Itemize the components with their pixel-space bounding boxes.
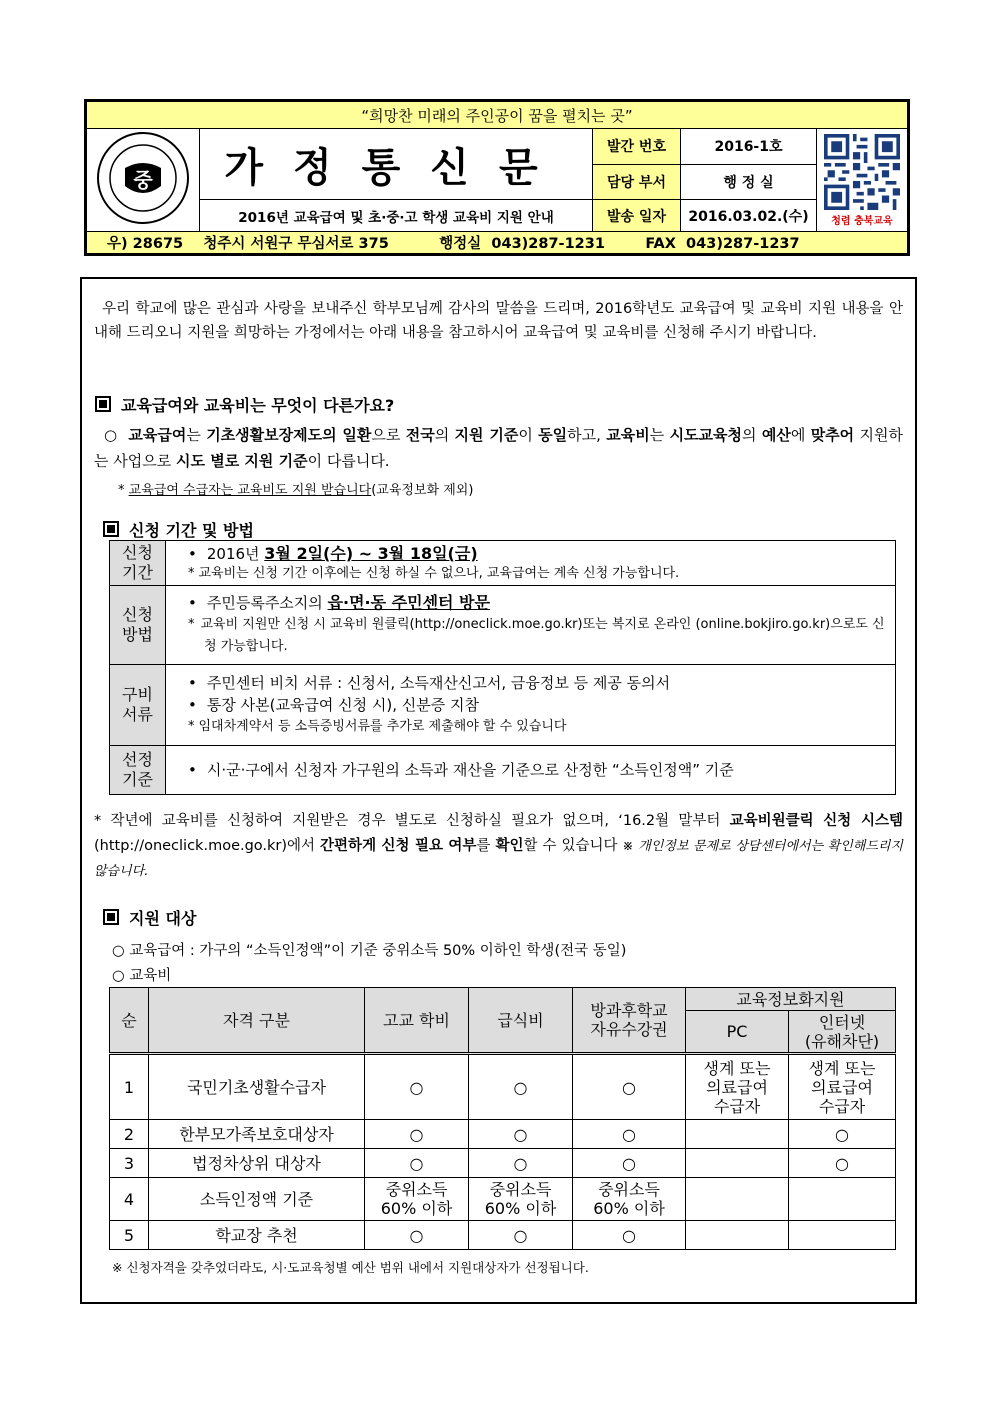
section3-heading: 지원 대상 [129,909,197,928]
support-item: ○ 교육비 [112,968,172,984]
col-header: 방과후학교 자유수강권 [573,988,686,1054]
meta-value: 행 정 실 [681,164,817,200]
section-heading [103,906,196,929]
support-item: ○ 교육급여 : 가구의 “소득인정액”이 기준 중위소득 50% 이하인 학생(전국 동일) [112,943,627,959]
row-key: 신청 기간 [110,541,166,586]
section2-heading: 신청 기간 및 방법 [129,521,254,540]
row-content: • 2016년 3월 2일(수) ~ 3월 18일(금) * 교육비는 신청 기간 이후에는 신청 하실 수 없으나, 교육급여는 계속 신청 가능합니다. [166,541,896,586]
page-title: 가정통신문 [200,129,593,200]
table-row: 5 학교장 추천 ○ ○ ○ [110,1221,896,1250]
row-content: • 주민센터 비치 서류 : 신청서, 소득재산신고서, 금융정보 등 제공 동의서 • 통장 사본(교육급여 신청 시), 신분증 지참 * 임대차계약서 등 소득증빙서류를 추가로 제출해야 할 수 있습니다 [166,665,896,746]
qr-block [817,129,908,232]
page-subtitle: 2016년 교육급여 및 초·중·고 학생 교육비 지원 안내 [200,200,593,232]
meta-value: 2016-1호 [681,129,817,165]
square-bullet-icon [103,909,119,925]
col-header: 고교 학비 [365,988,469,1054]
table-row: 3 법정차상위 대상자 ○ ○ ○ ○ [110,1149,896,1178]
circle-bullet: ○ [104,426,118,444]
table-row: 1 국민기초생활수급자 ○ ○ ○ 생계 또는 의료급여 수급자 생계 또는 의료급여 수급자 [110,1054,896,1120]
col-header: PC [686,1011,789,1054]
section1-heading: 교육급여와 교육비는 무엇이 다른가요? [121,396,395,415]
row-content: • 시·군·구에서 신청자 가구원의 소득과 재산을 기준으로 산정한 “소득인정액” 기준 [166,746,896,795]
row-content: • 주민등록주소지의 읍·면·동 주민센터 방문 * 교육비 지원만 신청 시 교육비 원클릭(http://oneclick.moe.go.kr)또는 복지로 온라인 (online.bokjiro.go.kr)으로도 신청 가능합니다. [166,586,896,665]
col-header: 교육정보화지원 [686,988,896,1011]
col-header: 자격 구분 [149,988,365,1054]
square-bullet-icon [95,396,111,412]
square-bullet-icon [103,521,119,537]
meta-label: 발송 일자 [593,200,681,232]
school-emblem-icon [95,130,191,226]
table-footnote: ※ 신청자격을 갖추었더라도, 시·도교육청별 예산 범위 내에서 지원대상자가 선정됩니다. [112,1260,589,1275]
row-key: 선정 기준 [110,746,166,795]
section-heading [95,393,394,416]
meta-label: 발간 번호 [593,129,681,165]
row-key: 구비 서류 [110,665,166,746]
section-heading [103,518,254,541]
address-bar: 우) 28675 청주시 서원구 무심서로 375 행정실 043)287-1231 FAX 043)287-1237 [87,232,908,254]
col-header: 순 [110,988,149,1054]
school-logo-char: 중 [133,168,153,192]
row-key: 신청 방법 [110,586,166,665]
col-header: 인터넷 (유해차단) [789,1011,896,1054]
eligibility-table [109,987,896,1250]
meta-value: 2016.03.02.(수) [681,200,817,232]
slogan: “희망찬 미래의 주인공이 꿈을 펼치는 곳” [87,102,908,129]
school-logo [87,129,200,232]
section1-note: * 교육급여 수급자는 교육비도 지원 받습니다(교육정보화 제외) [118,483,474,498]
table-row: 4 소득인정액 기준 중위소득 60% 이하 중위소득 60% 이하 중위소득 60% 이하 [110,1178,896,1221]
application-table [109,540,896,795]
section1-body: ○ 교육급여는 기초생활보장제도의 일환으로 전국의 지원 기준이 동일하고, 교육비는 시도교육청의 예산에 맞추어 지원하는 사업으로 시도 별로 지원 기준이 다릅니다. [94,426,903,470]
qr-code-icon [824,134,900,210]
intro-paragraph: 우리 학교에 많은 관심과 사랑을 보내주신 학부모님께 감사의 말씀을 드리며, 2016학년도 교육급여 및 교육비 지원 내용을 안내해 드리오니 지원을 희망하는 가정에서는 아래 내용을 참고하시어 교육급여 및 교육비를 신청해 주시기 바랍니다. [94,301,903,341]
qr-caption: 청렴 충북교육 [831,215,893,227]
table-row: 2 한부모가족보호대상자 ○ ○ ○ ○ [110,1120,896,1149]
col-header: 급식비 [469,988,573,1054]
newsletter-header [84,99,910,256]
meta-label: 담당 부서 [593,164,681,200]
section2-footnote: * 작년에 교육비를 신청하여 지원받은 경우 별도로 신청하실 필요가 없으며, ‘16.2월 말부터 교육비원클릭 신청 시스템(http://oneclick.moe.go.kr)에서 간편하게 신청 필요 여부를 확인할 수 있습니다 ※ 개인정보 문제로 상담센터에서는 확인해드리지 않습니다. [94,813,903,879]
